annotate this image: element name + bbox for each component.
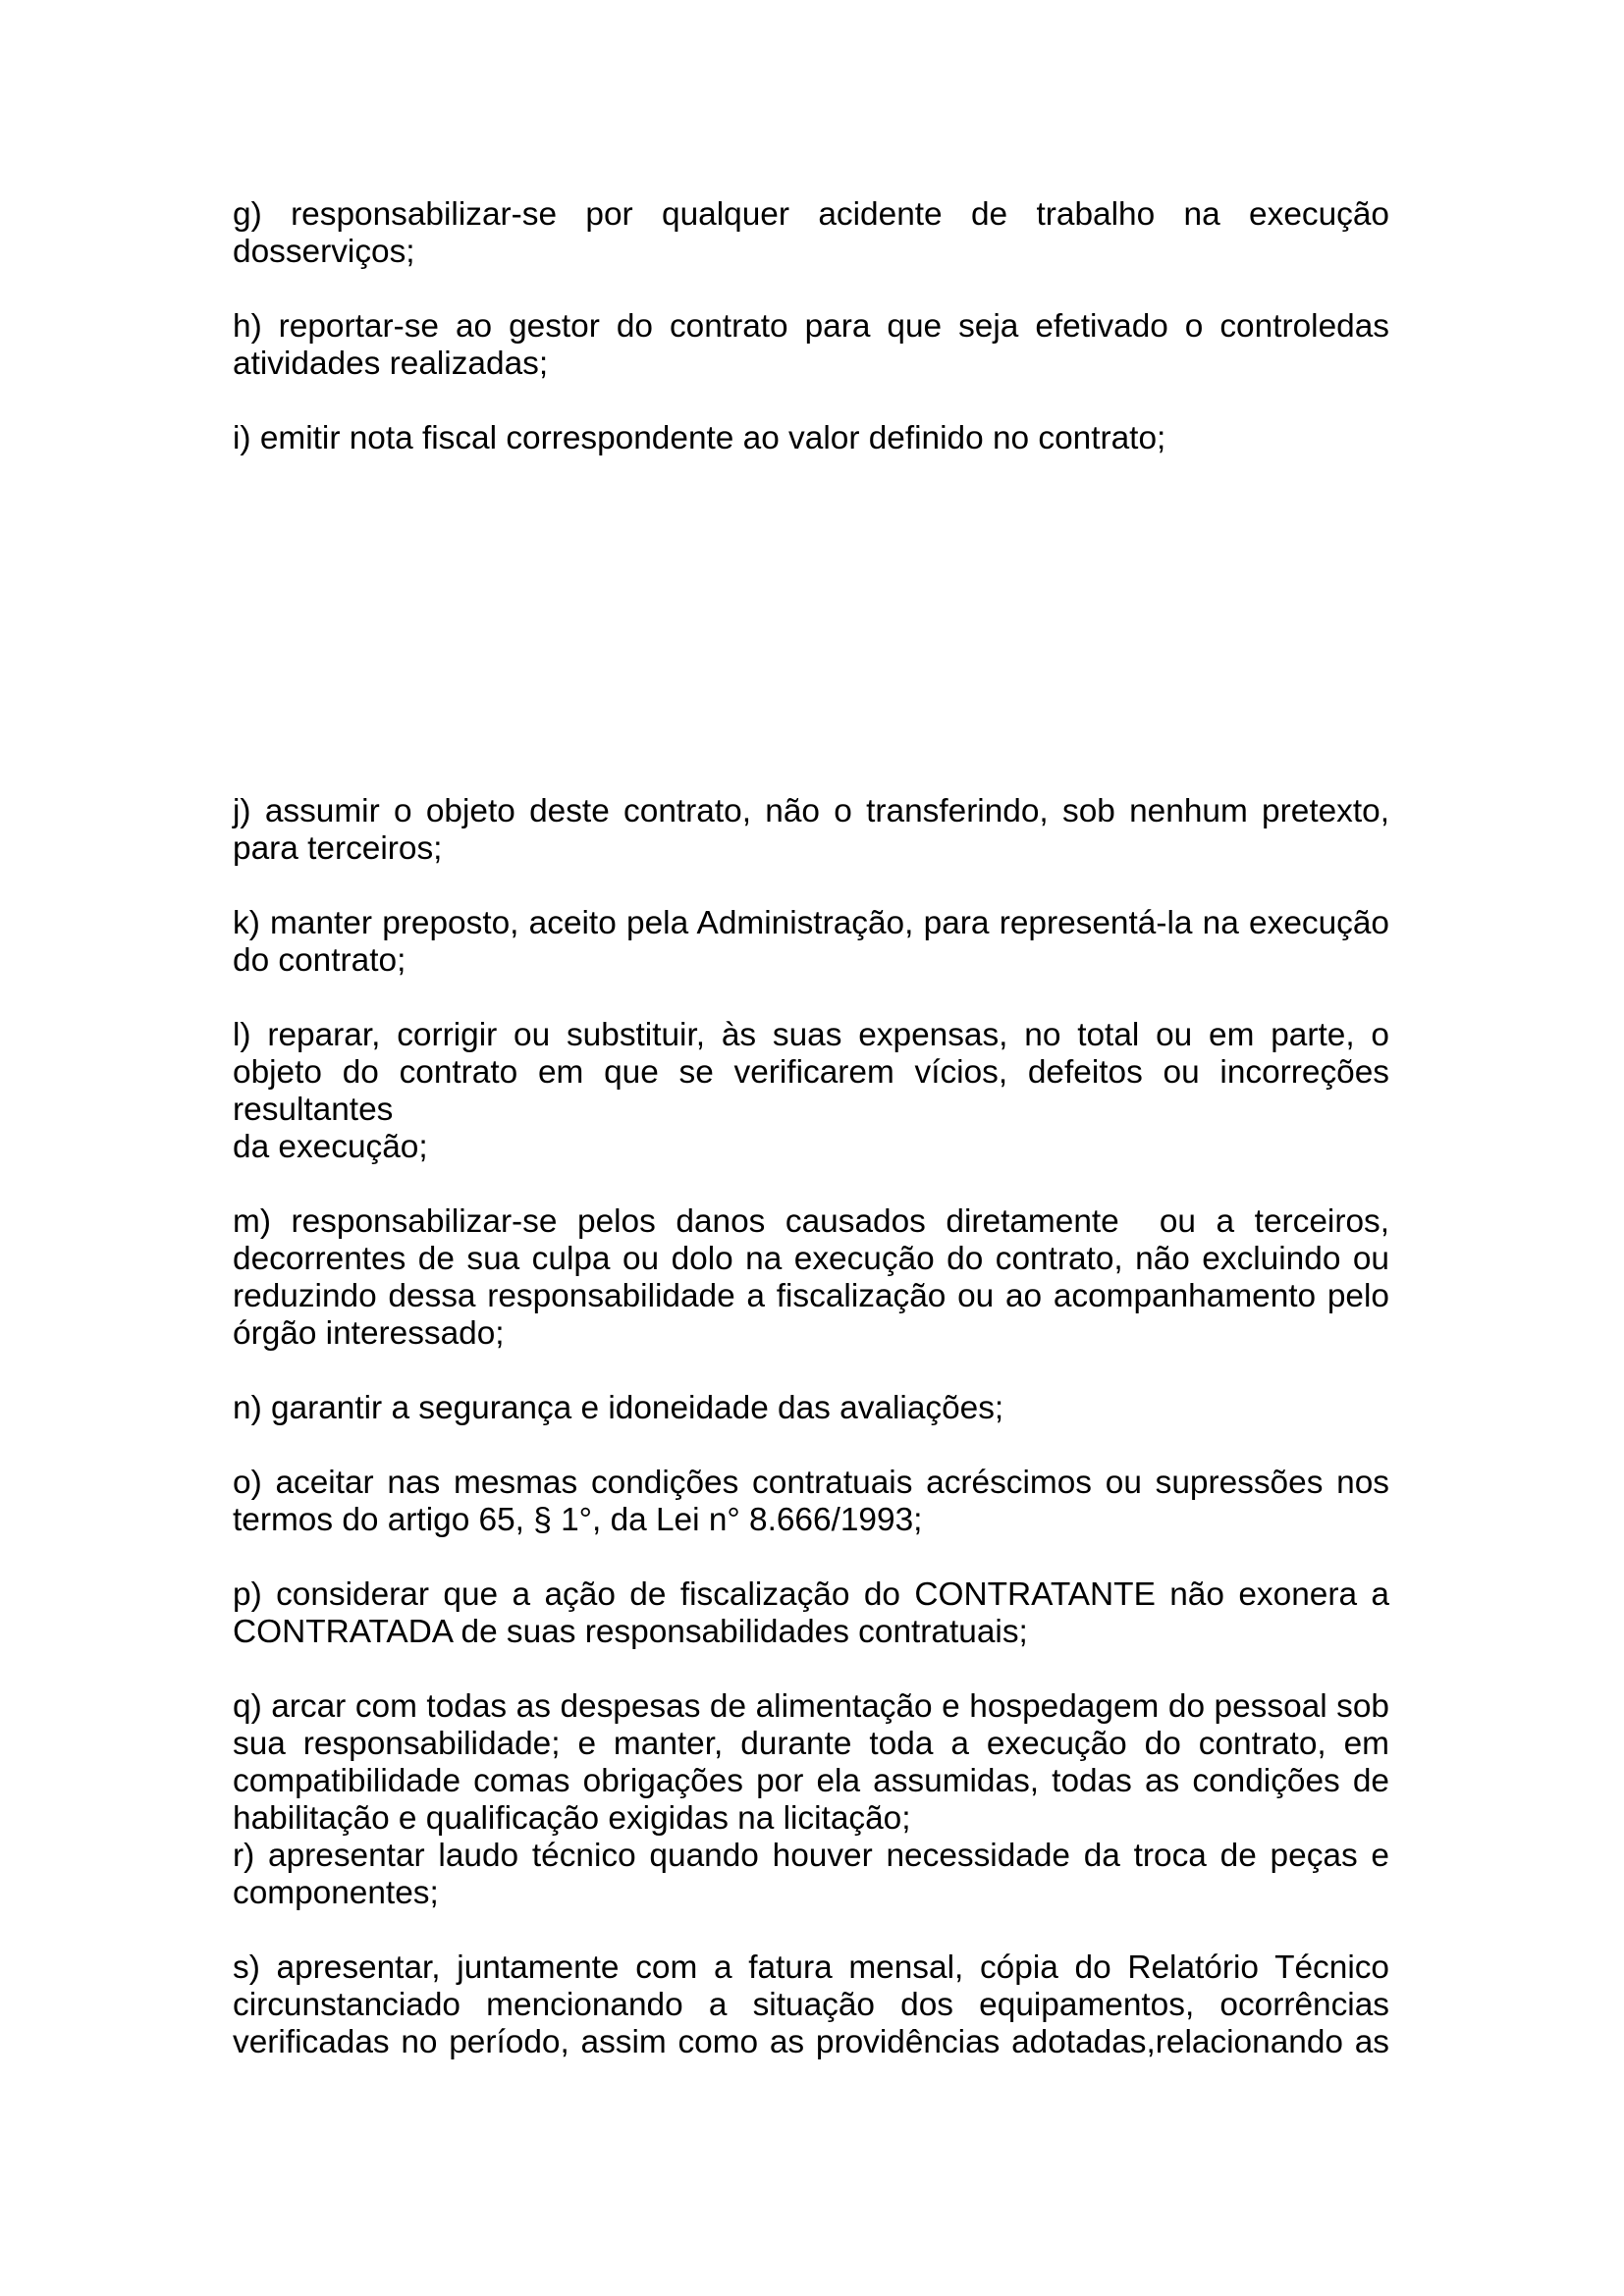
paragraph-i-line-1: i) emitir nota fiscal correspondente ao valor definido no contrato;	[233, 420, 1166, 456]
paragraph-p-line-1: p) considerar que a ação de fiscalização do CONTRATANTE não exonera a	[233, 1576, 1389, 1613]
paragraph-m	[233, 1203, 1389, 1353]
paragraph-j	[233, 793, 1389, 868]
paragraph-g	[233, 196, 1389, 271]
paragraph-l-line-1: l) reparar, corrigir ou substituir, às suas expensas, no total ou em parte, o	[233, 1017, 1389, 1053]
paragraph-j-line-2: para terceiros;	[233, 830, 443, 867]
paragraph-gap-after-h	[233, 383, 1389, 420]
paragraph-m-line-1: m) responsabilizar-se pelos danos causados diretamente ou a terceiros,	[233, 1203, 1389, 1240]
paragraph-i	[233, 420, 1389, 457]
paragraph-gap-after-j	[233, 868, 1389, 905]
paragraph-m-line-3: reduzindo dessa responsabilidade a fiscalização ou ao acompanhamento pelo	[233, 1278, 1389, 1314]
paragraph-n-line-1: n) garantir a segurança e idoneidade das avaliações;	[233, 1390, 1004, 1426]
paragraph-q-line-3: compatibilidade comas obrigações por ela assumidas, todas as condições de	[233, 1763, 1389, 1799]
paragraph-o-line-1: o) aceitar nas mesmas condições contratuais acréscimos ou supressões nos	[233, 1465, 1389, 1501]
paragraph-s-line-1: s) apresentar, juntamente com a fatura mensal, cópia do Relatório Técnico	[233, 1949, 1389, 1986]
paragraph-l-line-4: da execução;	[233, 1129, 428, 1165]
paragraph-n	[233, 1390, 1389, 1427]
paragraph-gap-after-k	[233, 980, 1389, 1017]
paragraph-q-line-1: q) arcar com todas as despesas de alimentação e hospedagem do pessoal sob	[233, 1688, 1389, 1725]
paragraph-k-line-2: do contrato;	[233, 942, 406, 979]
paragraph-r	[233, 1838, 1389, 1912]
paragraph-k-line-1: k) manter preposto, aceito pela Administração, para representá-la na execução	[233, 905, 1389, 941]
paragraph-gap-after-i	[233, 457, 1389, 793]
paragraph-gap-after-n	[233, 1427, 1389, 1465]
paragraph-k	[233, 905, 1389, 980]
paragraph-h	[233, 308, 1389, 383]
paragraph-r-line-1: r) apresentar laudo técnico quando houver necessidade da troca de peças e	[233, 1838, 1389, 1874]
paragraph-m-line-2: decorrentes de sua culpa ou dolo na execução do contrato, não excluindo ou	[233, 1241, 1389, 1277]
paragraph-g-line-1: g) responsabilizar-se por qualquer acidente de trabalho na execução	[233, 196, 1389, 233]
paragraph-l	[233, 1017, 1389, 1166]
paragraph-gap-after-r	[233, 1912, 1389, 1949]
paragraph-o-line-2: termos do artigo 65, § 1°, da Lei n° 8.666/1993;	[233, 1502, 923, 1538]
paragraph-l-line-3: resultantes	[233, 1092, 394, 1128]
paragraph-l-line-2: objeto do contrato em que se verificarem vícios, defeitos ou incorreções	[233, 1054, 1389, 1091]
paragraph-q-line-2: sua responsabilidade; e manter, durante toda a execução do contrato, em	[233, 1726, 1389, 1762]
paragraph-gap-after-m	[233, 1353, 1389, 1390]
paragraph-p	[233, 1576, 1389, 1651]
paragraph-h-line-2: atividades realizadas;	[233, 346, 549, 382]
paragraph-gap-after-g	[233, 271, 1389, 308]
paragraph-gap-after-p	[233, 1651, 1389, 1688]
paragraph-r-line-2: componentes;	[233, 1875, 439, 1911]
paragraph-j-line-1: j) assumir o objeto deste contrato, não o transferindo, sob nenhum pretexto,	[233, 793, 1389, 829]
paragraph-s-line-3: verificadas no período, assim como as providências adotadas,relacionando as	[233, 2024, 1389, 2060]
paragraph-g-line-2: dosserviços;	[233, 234, 415, 270]
paragraph-s-line-2: circunstanciado mencionando a situação dos equipamentos, ocorrências	[233, 1987, 1389, 2023]
paragraph-h-line-1: h) reportar-se ao gestor do contrato para que seja efetivado o controledas	[233, 308, 1389, 345]
paragraph-m-line-4: órgão interessado;	[233, 1315, 505, 1352]
paragraph-o	[233, 1465, 1389, 1539]
paragraph-p-line-2: CONTRATADA de suas responsabilidades contratuais;	[233, 1614, 1028, 1650]
paragraph-gap-after-o	[233, 1539, 1389, 1576]
paragraph-q	[233, 1688, 1389, 1838]
paragraph-gap-after-l	[233, 1166, 1389, 1203]
paragraph-q-line-4: habilitação e qualificação exigidas na licitação;	[233, 1800, 911, 1837]
paragraph-s	[233, 1949, 1389, 2061]
document-content	[233, 196, 1389, 2061]
